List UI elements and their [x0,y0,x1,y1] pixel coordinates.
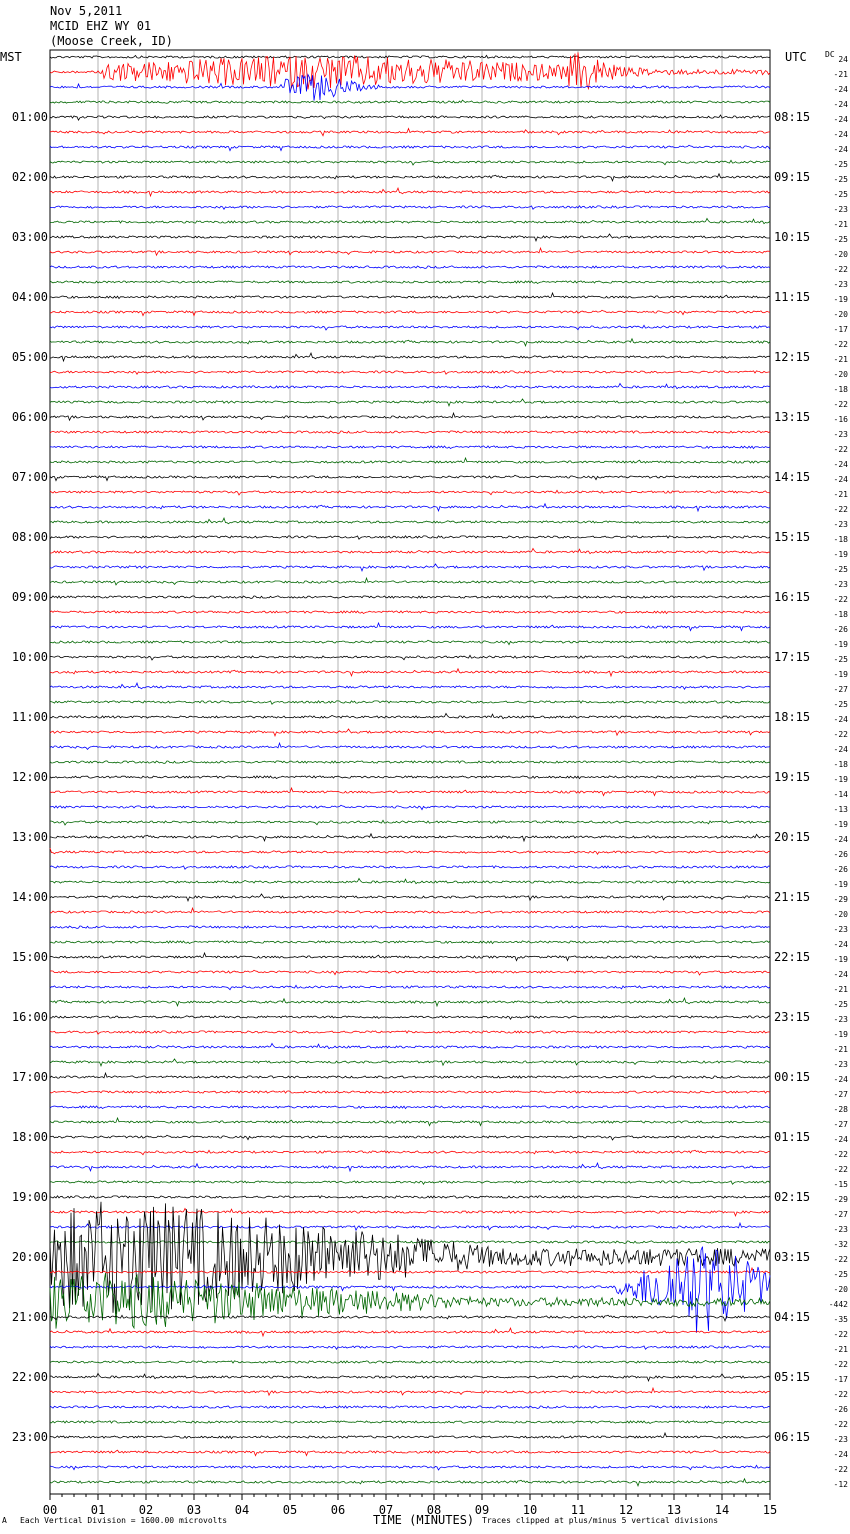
x-tick-label: 14 [714,1503,730,1517]
dc-offset-label: -26 [833,850,848,859]
trace-84 [50,1315,770,1321]
dc-offset-label: -25 [833,655,848,664]
trace-63 [50,998,770,1006]
trace-18 [50,325,770,330]
dc-offset-label: -24 [833,130,848,139]
dc-offset-label: -24 [833,1075,848,1084]
dc-offset-label: -19 [833,820,848,829]
trace-42 [50,683,770,689]
dc-offset-label: -19 [833,670,848,679]
left-hour-label: 15:00 [11,950,48,964]
dc-offset-label: -21 [833,1045,848,1054]
x-tick-label: 01 [90,1503,106,1517]
dc-offset-label: -25 [833,190,848,199]
dc-offset-label: -19 [833,640,848,649]
dc-offset-label: -22 [833,505,848,514]
trace-30 [50,504,770,511]
right-hour-label: 02:15 [774,1190,811,1204]
trace-65 [50,1031,770,1034]
trace-53 [50,848,770,854]
dc-offset-label: -22 [833,445,848,454]
left-hour-label: 23:00 [11,1430,48,1444]
dc-offset-label: -27 [833,685,848,694]
right-hour-label: 12:15 [774,350,811,364]
trace-76 [50,1196,770,1198]
dc-offset-label: -24 [833,115,848,124]
dc-offset-label: -24 [833,1135,848,1144]
dc-offset-label: -25 [833,175,848,184]
trace-43 [50,701,770,704]
trace-44 [50,714,770,719]
left-hour-label: 12:00 [11,770,48,784]
trace-62 [50,985,770,989]
trace-5 [50,129,770,136]
trace-72 [50,1135,770,1140]
dc-offset-label: -22 [833,265,848,274]
dc-offset-label: -28 [833,1105,848,1114]
left-hour-label: 03:00 [11,230,48,244]
right-hour-label: 16:15 [774,590,811,604]
trace-8 [50,174,770,181]
dc-offset-label: -24 [833,475,848,484]
right-hour-label: 04:15 [774,1310,811,1324]
dc-offset-label: -20 [833,370,848,379]
dc-offset-label: -16 [833,415,848,424]
x-tick-label: 09 [474,1503,490,1517]
trace-26 [50,446,770,449]
trace-32 [50,536,770,539]
trace-49 [50,788,770,796]
dc-offset-label: -18 [833,610,848,619]
right-timezone-label: UTC [785,50,807,64]
dc-offset-label: -22 [833,1150,848,1159]
right-hour-label: 21:15 [774,890,811,904]
trace-69 [50,1091,770,1093]
left-hour-label: 18:00 [11,1130,48,1144]
x-tick-label: 05 [282,1503,298,1517]
left-hour-label: 13:00 [11,830,48,844]
dc-offset-label: -25 [833,1000,848,1009]
trace-6 [50,145,770,150]
trace-39 [50,640,770,644]
dc-offset-label: -27 [833,1210,848,1219]
trace-9 [50,188,770,196]
x-axis-title: TIME (MINUTES) [373,1513,475,1527]
trace-90 [50,1406,770,1409]
date-label: Nov 5,2011 [50,4,123,18]
dc-offset-label: -21 [833,985,848,994]
dc-offset-label: -24 [833,970,848,979]
trace-61 [50,970,770,975]
dc-offset-label: -18 [833,385,848,394]
dc-offset-label: -24 [833,715,848,724]
trace-4 [50,115,770,120]
trace-70 [50,1106,770,1109]
right-hour-label: 01:15 [774,1130,811,1144]
dc-offset-label: -27 [833,1090,848,1099]
right-hour-label: 08:15 [774,110,811,124]
x-tick-label: 12 [618,1503,634,1517]
trace-41 [50,669,770,676]
dc-offset-label: -24 [833,835,848,844]
dc-offset-label: -25 [833,565,848,574]
x-tick-label: 07 [378,1503,394,1517]
trace-71 [50,1118,770,1126]
trace-81 [50,1268,770,1274]
trace-40 [50,655,770,660]
left-hour-label: 05:00 [11,350,48,364]
trace-91 [50,1421,770,1424]
dc-offset-label: -22 [833,1360,848,1369]
trace-37 [50,611,770,614]
dc-offset-label: -19 [833,880,848,889]
dc-offset-label: -23 [833,1225,848,1234]
trace-2 [50,75,770,101]
dc-offset-label: -25 [833,235,848,244]
trace-89 [50,1388,770,1395]
dc-offset-label: -17 [833,325,848,334]
left-hour-label: 01:00 [11,110,48,124]
left-hour-label: 21:00 [11,1310,48,1324]
trace-86 [50,1346,770,1349]
left-hour-label: 08:00 [11,530,48,544]
dc-offset-label: -20 [833,250,848,259]
right-hour-label: 17:15 [774,650,811,664]
trace-68 [50,1073,770,1078]
x-tick-label: 03 [186,1503,202,1517]
dc-offset-label: -12 [833,1480,848,1489]
dc-offset-label: -22 [833,1165,848,1174]
dc-offset-label: -21 [833,220,848,229]
trace-14 [50,266,770,269]
dc-offset-label: -21 [833,355,848,364]
trace-29 [50,490,770,495]
dc-offset-label: -21 [833,70,848,79]
trace-15 [50,281,770,284]
dc-offset-label: -22 [833,730,848,739]
dc-offset-label: -24 [833,100,848,109]
right-hour-label: 10:15 [774,230,811,244]
trace-88 [50,1374,770,1381]
left-hour-label: 11:00 [11,710,48,724]
right-hour-label: 20:15 [774,830,811,844]
dc-offset-label: -25 [833,160,848,169]
trace-59 [50,941,770,944]
trace-54 [50,866,770,869]
dc-offset-label: -19 [833,1030,848,1039]
dc-offset-label: -23 [833,1435,848,1444]
trace-48 [50,776,770,779]
dc-offset-label: -22 [833,595,848,604]
dc-offset-label: -26 [833,625,848,634]
dc-offset-label: -13 [833,805,848,814]
trace-56 [50,894,770,901]
trace-57 [50,908,770,913]
x-tick-label: 08 [426,1503,442,1517]
right-hour-label: 06:15 [774,1430,811,1444]
dc-offset-label: -20 [833,1285,848,1294]
left-hour-label: 19:00 [11,1190,48,1204]
trace-67 [50,1059,770,1066]
trace-93 [50,1450,770,1455]
right-hour-label: 11:15 [774,290,811,304]
trace-79 [50,1241,770,1244]
dc-offset-label: -19 [833,955,848,964]
right-hour-label: 13:15 [774,410,811,424]
trace-36 [50,596,770,599]
dc-offset-label: -29 [833,1195,848,1204]
dc-offset-label: -19 [833,550,848,559]
left-hour-label: 17:00 [11,1070,48,1084]
dc-offset-label: -26 [833,865,848,874]
trace-19 [50,339,770,346]
right-hour-label: 03:15 [774,1250,811,1264]
dc-offset-label: -23 [833,1015,848,1024]
trace-85 [50,1328,770,1336]
x-tick-label: 13 [666,1503,682,1517]
trace-35 [50,578,770,585]
dc-offset-label: -17 [833,1375,848,1384]
clip-note: Traces clipped at plus/minus 5 vertical divisions [482,1516,719,1525]
trace-17 [50,310,770,315]
x-tick-label: 00 [42,1503,58,1517]
footer-mark: A [2,1516,7,1525]
trace-11 [50,219,770,224]
dc-offset-label: -442 [828,1300,848,1309]
trace-22 [50,384,770,389]
trace-38 [50,623,770,631]
trace-52 [50,834,770,841]
trace-74 [50,1163,770,1171]
dc-offset-label: -24 [833,1450,848,1459]
trace-73 [50,1150,770,1155]
dc-offset-label: -22 [833,1255,848,1264]
trace-45 [50,729,770,736]
left-hour-label: 04:00 [11,290,48,304]
left-timezone-label: MST [0,50,22,64]
right-hour-label: 00:15 [774,1070,811,1084]
trace-21 [50,371,770,374]
dc-offset-label: -24 [833,940,848,949]
dc-offset-label: -18 [833,760,848,769]
trace-47 [50,761,770,764]
left-hour-label: 06:00 [11,410,48,424]
trace-10 [50,206,770,209]
trace-27 [50,458,770,463]
x-tick-label: 06 [330,1503,346,1517]
trace-24 [50,413,770,420]
station-label: MCID EHZ WY 01 [50,19,152,33]
dc-offset-label: -20 [833,310,848,319]
trace-25 [50,431,770,434]
dc-offset-label: -19 [833,775,848,784]
trace-83 [50,1273,770,1329]
trace-60 [50,953,770,961]
right-hour-label: 23:15 [774,1010,811,1024]
trace-94 [50,1465,770,1470]
trace-64 [50,1016,770,1019]
dc-offset-label: -23 [833,430,848,439]
trace-33 [50,549,770,554]
dc-offset-label: -22 [833,1330,848,1339]
dc-offset-label: -21 [833,490,848,499]
trace-16 [50,293,770,299]
right-hour-label: 09:15 [774,170,811,184]
x-tick-label: 10 [522,1503,538,1517]
dc-offset-label: -23 [833,280,848,289]
trace-28 [50,475,770,480]
trace-3 [50,100,770,103]
trace-20 [50,353,770,361]
trace-58 [50,926,770,929]
left-hour-label: 07:00 [11,470,48,484]
dc-offset-label: -22 [833,1420,848,1429]
trace-87 [50,1360,770,1363]
scale-note: Each Vertical Division = 1600.00 microvolts [20,1516,228,1525]
left-hour-label: 09:00 [11,590,48,604]
trace-66 [50,1044,770,1049]
trace-75 [50,1181,770,1184]
dc-offset-label: -26 [833,1405,848,1414]
trace-77 [50,1209,770,1216]
dc-offset-label: -23 [833,1060,848,1069]
dc-offset-label: -24 [833,85,848,94]
trace-46 [50,743,770,749]
trace-55 [50,879,770,884]
trace-80 [50,1202,770,1314]
dc-offset-label: -24 [833,460,848,469]
dc-offset-label: -24 [833,145,848,154]
right-hour-label: 18:15 [774,710,811,724]
dc-offset-label: -23 [833,205,848,214]
right-hour-label: 22:15 [774,950,811,964]
trace-7 [50,160,770,165]
left-hour-label: 02:00 [11,170,48,184]
right-hour-label: 15:15 [774,530,811,544]
dc-offset-label: -29 [833,895,848,904]
dc-offset-label: -15 [833,1180,848,1189]
dc-offset-label: -19 [833,295,848,304]
dc-offset-label: -24 [833,745,848,754]
dc-offset-label: -22 [833,400,848,409]
trace-50 [50,805,770,809]
trace-23 [50,399,770,406]
trace-12 [50,234,770,241]
dc-offset-label: 24 [838,55,848,64]
dc-offset-label: -20 [833,910,848,919]
left-hour-label: 14:00 [11,890,48,904]
trace-34 [50,564,770,571]
dc-offset-label: -25 [833,1270,848,1279]
trace-95 [50,1479,770,1486]
left-hour-label: 16:00 [11,1010,48,1024]
dc-offset-label: -25 [833,700,848,709]
x-tick-label: 15 [762,1503,778,1517]
dc-offset-label: -23 [833,925,848,934]
dc-offset-label: -14 [833,790,848,799]
dc-offset-label: -23 [833,520,848,529]
dc-offset-label: -22 [833,340,848,349]
left-hour-label: 20:00 [11,1250,48,1264]
dc-offset-label: -21 [833,1345,848,1354]
dc-offset-label: -32 [833,1240,848,1249]
right-hour-label: 05:15 [774,1370,811,1384]
x-tick-label: 04 [234,1503,250,1517]
left-hour-label: 22:00 [11,1370,48,1384]
trace-51 [50,820,770,825]
trace-13 [50,248,770,255]
dc-offset-label: -23 [833,580,848,589]
location-label: (Moose Creek, ID) [50,34,173,48]
x-tick-label: 11 [570,1503,586,1517]
right-hour-label: 19:15 [774,770,811,784]
trace-0 [50,55,770,58]
dc-offset-label: -18 [833,535,848,544]
x-tick-label: 02 [138,1503,154,1517]
right-hour-label: 14:15 [774,470,811,484]
dc-label: DC [825,50,835,59]
dc-offset-label: -27 [833,1120,848,1129]
trace-31 [50,518,770,524]
dc-offset-label: -35 [833,1315,848,1324]
dc-offset-label: -22 [833,1465,848,1474]
dc-offset-label: -22 [833,1390,848,1399]
left-hour-label: 10:00 [11,650,48,664]
trace-92 [50,1433,770,1439]
